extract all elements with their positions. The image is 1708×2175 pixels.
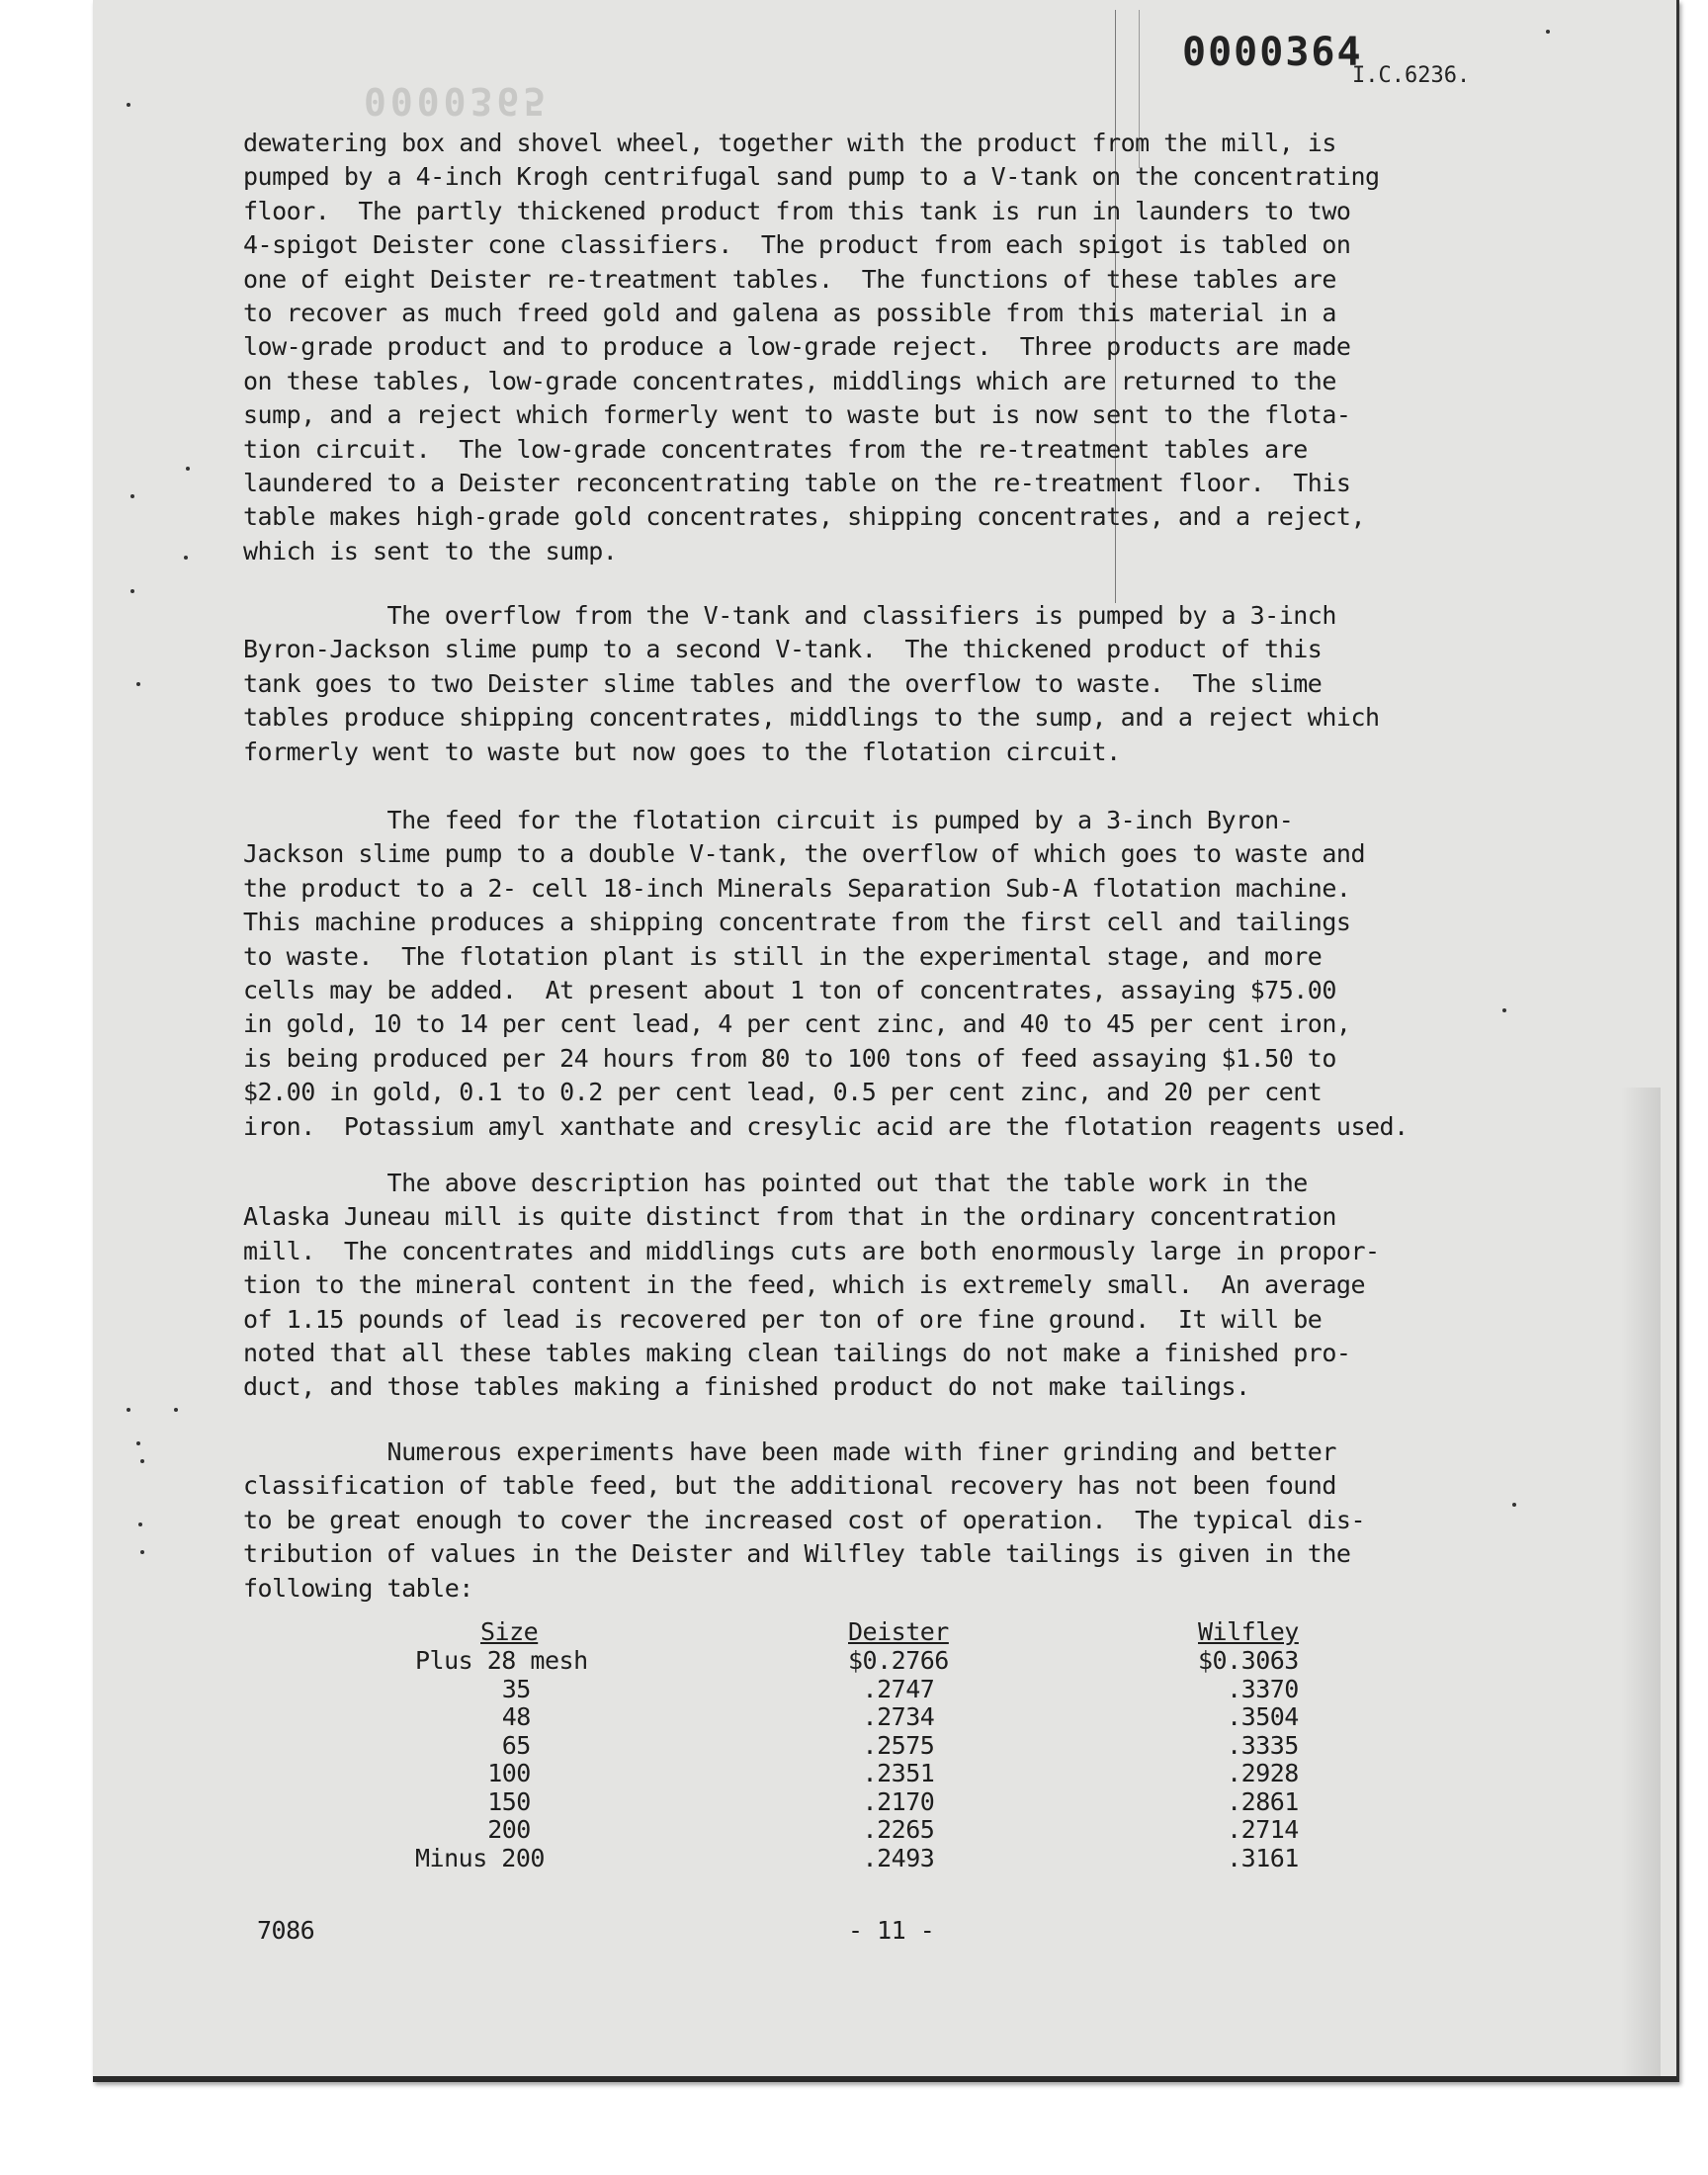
text-line: in gold, 10 to 14 per cent lead, 4 per cent zinc, and 40 to 45 per cent iron, [243,1009,1351,1039]
table-cell-size: 200 [430,1815,531,1844]
text-line: $2.00 in gold, 0.1 to 0.2 per cent lead, 0.5 per cent zinc, and 20 per cent [243,1078,1323,1107]
text-line: dewatering box and shovel wheel, together with the product from the mill, is [243,129,1336,157]
table-cell-deister: .2265 [848,1815,935,1844]
table-cell-size: 35 [430,1674,531,1703]
text-line: table makes high-grade gold concentrates, shipping concentrates, and a reject, [243,502,1365,532]
text-line: on these tables, low-grade concentrates, middlings which are returned to the [243,366,1336,395]
table-cell-wilfley: $0.3063 [1198,1646,1299,1675]
scan-speck [140,1550,144,1554]
text-line: one of eight Deister re-treatment tables. The functions of these tables are [243,264,1336,294]
text-line: Numerous experiments have been made with finer grinding and better [243,1437,1336,1466]
text-line: following table: [243,1573,473,1603]
size-column [415,1617,588,1872]
table-cell-deister: .2747 [848,1674,935,1703]
table-cell-wilfley: .3504 [1198,1702,1299,1731]
text-line: tion to the mineral content in the feed, which is extremely small. An average [243,1270,1365,1300]
scan-speck [1546,30,1550,34]
bleed-through-stamp: 0000365 [364,79,551,123]
paragraph-4 [243,1167,1607,1405]
table-cell-wilfley: .2928 [1198,1759,1299,1787]
scan-speck [1502,1008,1506,1012]
table-cell-wilfley: .3161 [1198,1843,1299,1872]
text-line: tribution of values in the Deister and Wilfley table tailings is given in the [243,1539,1351,1569]
document-id: I.C.6236. [1352,63,1471,88]
page-number: - 11 - [848,1916,935,1945]
text-line: mill. The concentrates and middlings cuts are both enormously large in propor- [243,1236,1380,1265]
scan-speck [136,682,140,686]
text-line: duct, and those tables making a finished product do not make tailings. [243,1372,1250,1402]
paragraph-1 [243,127,1607,568]
text-line: to be great enough to cover the increased cost of operation. The typical dis- [243,1505,1365,1534]
deister-column [848,1617,949,1872]
text-line: tank goes to two Deister slime tables and the overflow to waste. The slime [243,668,1323,698]
text-line: The above description has pointed out that the table work in the [243,1169,1308,1197]
scan-speck [184,556,188,560]
table-cell-size: 100 [430,1759,531,1787]
text-line: 4-spigot Deister cone classifiers. The product from each spigot is tabled on [243,230,1351,260]
text-line: Jackson slime pump to a double V-tank, the overflow of which goes to waste and [243,839,1365,869]
text-line: to waste. The flotation plant is still in the experimental stage, and more [243,941,1323,971]
table-cell-wilfley: .2714 [1198,1815,1299,1844]
table-cell-deister: .2351 [848,1759,935,1787]
scan-speck [127,1408,130,1412]
text-line: iron. Potassium amyl xanthate and cresylic acid are the flotation reagents used. [243,1111,1409,1141]
scan-speck [1512,1503,1516,1507]
table-cell-size: 150 [430,1786,531,1816]
wilfley-column [1198,1617,1299,1872]
column-header-deister: Deister [848,1617,949,1646]
footer-report-number: 7086 [257,1916,315,1945]
scan-speck [136,1441,140,1445]
scan-speck [130,589,134,593]
text-line: Alaska Juneau mill is quite distinct from that in the ordinary concentration [243,1202,1336,1232]
text-line: This machine produces a shipping concentrate from the first cell and tailings [243,908,1351,937]
text-line: laundered to a Deister reconcentrating table on the re-treatment floor. This [243,468,1351,497]
text-line: formerly went to waste but now goes to the flotation circuit. [243,737,1121,766]
table-cell-deister: .2170 [848,1786,935,1816]
text-line: floor. The partly thickened product from this tank is run in launders to two [243,196,1351,225]
column-header-size: Size [480,1617,539,1646]
table-cell-wilfley: .2861 [1198,1786,1299,1816]
column-header-wilfley: Wilfley [1198,1617,1299,1646]
scan-speck [186,467,190,471]
table-cell-size: Plus 28 mesh [415,1646,588,1675]
table-cell-size: 65 [430,1730,531,1760]
paragraph-2 [243,599,1607,769]
text-line: low-grade product and to produce a low-grade reject. Three products are made [243,332,1351,362]
text-line: sump, and a reject which formerly went to waste but is now sent to the flota- [243,400,1351,430]
text-line: tables produce shipping concentrates, middlings to the sump, and a reject which [243,703,1380,733]
table-cell-deister: $0.2766 [848,1646,949,1675]
text-line: noted that all these tables making clean tailings do not make a finished pro- [243,1338,1351,1367]
paragraph-5 [243,1436,1607,1606]
text-line: the product to a 2- cell 18-inch Minerals Separation Sub-A flotation machine. [243,873,1351,903]
scan-speck [127,103,130,107]
scan-speck [138,1522,142,1526]
scan-speck [174,1408,178,1412]
table-cell-deister: .2575 [848,1730,935,1760]
table-cell-deister: .2734 [848,1702,935,1731]
text-line: to recover as much freed gold and galena as possible from this material in a [243,298,1336,327]
text-line: Byron-Jackson slime pump to a second V-tank. The thickened product of this [243,635,1323,664]
text-line: The overflow from the V-tank and classifiers is pumped by a 3-inch [243,601,1336,630]
table-cell-wilfley: .3370 [1198,1674,1299,1703]
text-line: The feed for the flotation circuit is pumped by a 3-inch Byron- [243,806,1294,834]
paragraph-3 [243,804,1607,1144]
text-line: of 1.15 pounds of lead is recovered per ton of ore fine ground. It will be [243,1304,1323,1334]
page-edge-shadow [1621,1088,1661,2076]
scan-speck [130,494,134,498]
stamp-number: 0000364 [1182,30,1363,75]
text-line: classification of table feed, but the additional recovery has not been found [243,1471,1336,1501]
text-line: is being produced per 24 hours from 80 to 100 tons of feed assaying $1.50 to [243,1043,1336,1073]
table-cell-wilfley: .3335 [1198,1730,1299,1760]
text-line: pumped by a 4-inch Krogh centrifugal sand pump to a V-tank on the concentrating [243,162,1380,192]
text-line: cells may be added. At present about 1 ton of concentrates, assaying $75.00 [243,975,1336,1004]
scan-speck [140,1459,144,1463]
table-cell-size: 48 [430,1702,531,1731]
text-line: which is sent to the sump. [243,536,618,566]
table-cell-deister: .2493 [848,1843,935,1872]
table-cell-size: Minus 200 [415,1843,545,1872]
text-line: tion circuit. The low-grade concentrates from the re-treatment tables are [243,434,1308,464]
